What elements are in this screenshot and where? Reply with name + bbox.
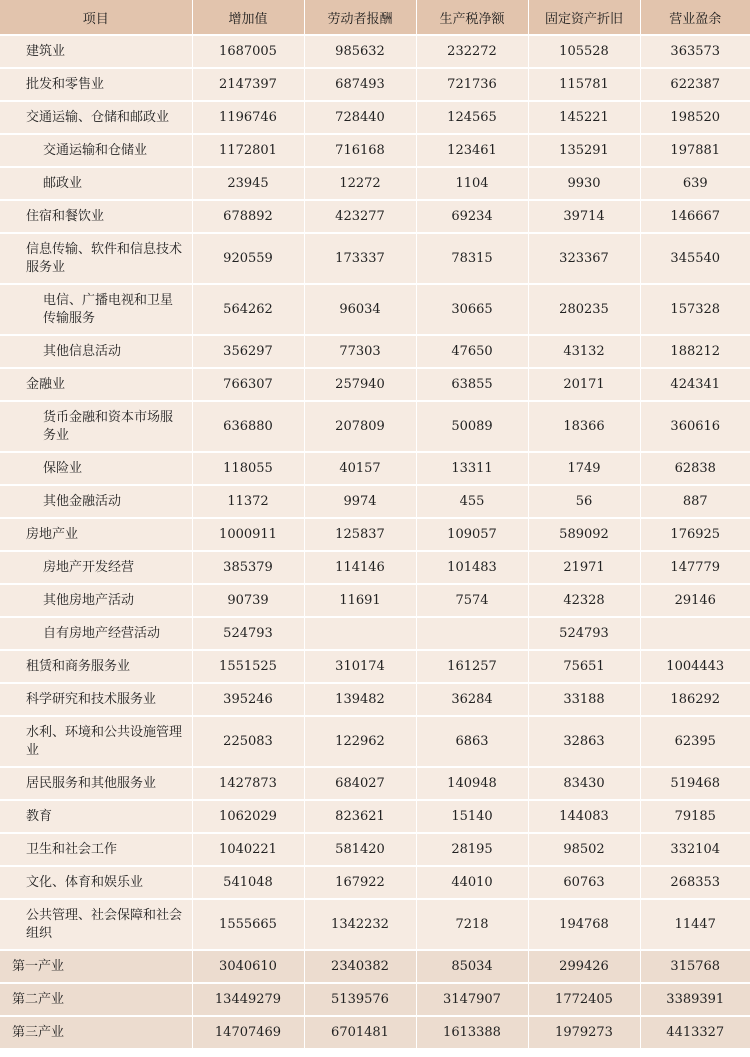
table-row [0,401,750,452]
table-row [0,284,750,335]
table-cell: 299426 [528,950,640,983]
table-cell: 345540 [640,233,750,284]
table-row [0,68,750,101]
table-cell: 1551525 [192,650,304,683]
table-cell: 13449279 [192,983,304,1016]
table-cell: 684027 [304,767,416,800]
table-cell: 198520 [640,101,750,134]
table-cell: 280235 [528,284,640,335]
row-label: 科学研究和技术服务业 [0,683,192,716]
table-cell: 423277 [304,200,416,233]
table-cell: 225083 [192,716,304,767]
table-cell: 11372 [192,485,304,518]
header-value-added: 增加值 [192,0,304,35]
row-label: 自有房地产经营活动 [0,617,192,650]
table-cell: 114146 [304,551,416,584]
table-row [0,950,750,983]
table-cell: 1196746 [192,101,304,134]
row-label: 保险业 [0,452,192,485]
table-cell: 69234 [416,200,528,233]
table-cell: 636880 [192,401,304,452]
table-cell: 581420 [304,833,416,866]
row-label: 公共管理、社会保障和社会组织 [0,899,192,950]
table-cell: 75651 [528,650,640,683]
table-cell: 985632 [304,35,416,68]
table-cell: 62395 [640,716,750,767]
table-cell [640,617,750,650]
row-label: 房地产业 [0,518,192,551]
table-cell: 144083 [528,800,640,833]
table-row [0,452,750,485]
table-cell: 3040610 [192,950,304,983]
table-cell: 6701481 [304,1016,416,1049]
table-cell: 124565 [416,101,528,134]
table-cell: 161257 [416,650,528,683]
table-cell: 207809 [304,401,416,452]
table-cell: 1342232 [304,899,416,950]
table-cell: 3147907 [416,983,528,1016]
table-cell: 4413327 [640,1016,750,1049]
header-net-production-tax: 生产税净额 [416,0,528,35]
row-label: 电信、广播电视和卫星传输服务 [0,284,192,335]
table-cell: 519468 [640,767,750,800]
table-cell: 56 [528,485,640,518]
table-cell: 1000911 [192,518,304,551]
table-cell: 78315 [416,233,528,284]
table-cell: 36284 [416,683,528,716]
table-cell: 1040221 [192,833,304,866]
table-cell: 1427873 [192,767,304,800]
table-cell: 62838 [640,452,750,485]
table-cell: 42328 [528,584,640,617]
row-label: 教育 [0,800,192,833]
table-cell: 118055 [192,452,304,485]
table-row [0,101,750,134]
row-label: 水利、环境和公共设施管理业 [0,716,192,767]
table-row [0,899,750,950]
table-cell: 125837 [304,518,416,551]
table-cell: 524793 [192,617,304,650]
table-cell: 44010 [416,866,528,899]
table-cell: 28195 [416,833,528,866]
table-cell: 122962 [304,716,416,767]
table-cell: 29146 [640,584,750,617]
header-row [0,0,750,35]
table-cell: 385379 [192,551,304,584]
row-label: 交通运输、仓储和邮政业 [0,101,192,134]
table-cell: 98502 [528,833,640,866]
table-cell: 157328 [640,284,750,335]
table-cell: 186292 [640,683,750,716]
table-cell: 1687005 [192,35,304,68]
table-cell: 15140 [416,800,528,833]
table-cell: 197881 [640,134,750,167]
table-cell: 7218 [416,899,528,950]
table-cell: 20171 [528,368,640,401]
header-operating-surplus: 营业盈余 [640,0,750,35]
header-item: 项目 [0,0,192,35]
table-cell: 564262 [192,284,304,335]
table-cell: 1555665 [192,899,304,950]
table-cell: 1004443 [640,650,750,683]
table-cell: 622387 [640,68,750,101]
table-row [0,767,750,800]
table-row [0,485,750,518]
table-row [0,167,750,200]
table-cell: 639 [640,167,750,200]
table-cell: 176925 [640,518,750,551]
table-cell: 145221 [528,101,640,134]
table-cell [304,617,416,650]
table-cell: 23945 [192,167,304,200]
table-cell: 728440 [304,101,416,134]
table-row [0,551,750,584]
header-labor-compensation: 劳动者报酬 [304,0,416,35]
table-cell [416,617,528,650]
row-label: 卫生和社会工作 [0,833,192,866]
table-cell: 332104 [640,833,750,866]
table-cell: 32863 [528,716,640,767]
table-cell: 232272 [416,35,528,68]
table-cell: 766307 [192,368,304,401]
table-cell: 363573 [640,35,750,68]
table-row [0,800,750,833]
table-cell: 135291 [528,134,640,167]
table-row [0,335,750,368]
table-row [0,200,750,233]
table-cell: 7574 [416,584,528,617]
table-cell: 455 [416,485,528,518]
table-row [0,983,750,1016]
table-cell: 323367 [528,233,640,284]
table-cell: 40157 [304,452,416,485]
table-cell: 823621 [304,800,416,833]
row-label: 第二产业 [0,983,192,1016]
table-cell: 1104 [416,167,528,200]
table-cell: 541048 [192,866,304,899]
table-cell: 6863 [416,716,528,767]
header-depreciation: 固定资产折旧 [528,0,640,35]
table-cell: 146667 [640,200,750,233]
table-row [0,650,750,683]
table-row [0,233,750,284]
table-cell: 257940 [304,368,416,401]
table-cell: 2340382 [304,950,416,983]
table-cell: 77303 [304,335,416,368]
table-cell: 50089 [416,401,528,452]
table-cell: 395246 [192,683,304,716]
row-label: 信息传输、软件和信息技术服务业 [0,233,192,284]
table-cell: 356297 [192,335,304,368]
table-cell: 2147397 [192,68,304,101]
table-cell: 721736 [416,68,528,101]
table-row [0,134,750,167]
row-label: 交通运输和仓储业 [0,134,192,167]
table-cell: 887 [640,485,750,518]
table-cell: 33188 [528,683,640,716]
table-cell: 360616 [640,401,750,452]
table-cell: 9974 [304,485,416,518]
row-label: 货币金融和资本市场服务业 [0,401,192,452]
table-row [0,518,750,551]
table-row [0,35,750,68]
table-cell: 147779 [640,551,750,584]
table-cell: 9930 [528,167,640,200]
table-row [0,716,750,767]
table-cell: 11691 [304,584,416,617]
table-cell: 13311 [416,452,528,485]
table-cell: 3389391 [640,983,750,1016]
row-label: 其他信息活动 [0,335,192,368]
table-cell: 12272 [304,167,416,200]
table-cell: 109057 [416,518,528,551]
table-cell: 11447 [640,899,750,950]
table-cell: 424341 [640,368,750,401]
row-label: 第三产业 [0,1016,192,1049]
table-row [0,866,750,899]
table-cell: 101483 [416,551,528,584]
row-label: 金融业 [0,368,192,401]
row-label: 第一产业 [0,950,192,983]
table-cell: 1979273 [528,1016,640,1049]
table-cell: 139482 [304,683,416,716]
row-label: 其他房地产活动 [0,584,192,617]
table-row [0,1016,750,1049]
table-body [0,35,750,1049]
table-row [0,617,750,650]
table-cell: 194768 [528,899,640,950]
row-label: 其他金融活动 [0,485,192,518]
table-cell: 60763 [528,866,640,899]
table-cell: 63855 [416,368,528,401]
table-row [0,833,750,866]
table-cell: 315768 [640,950,750,983]
table-cell: 140948 [416,767,528,800]
table-cell: 524793 [528,617,640,650]
table-cell: 123461 [416,134,528,167]
table-cell: 115781 [528,68,640,101]
table-cell: 167922 [304,866,416,899]
table-cell: 5139576 [304,983,416,1016]
table-cell: 173337 [304,233,416,284]
table-row [0,683,750,716]
table-cell: 1749 [528,452,640,485]
table-cell: 90739 [192,584,304,617]
table-cell: 85034 [416,950,528,983]
row-label: 房地产开发经营 [0,551,192,584]
table-cell: 920559 [192,233,304,284]
table-cell: 21971 [528,551,640,584]
table-cell: 96034 [304,284,416,335]
table-cell: 83430 [528,767,640,800]
table-cell: 39714 [528,200,640,233]
table-cell: 678892 [192,200,304,233]
table-cell: 43132 [528,335,640,368]
table-cell: 310174 [304,650,416,683]
table-cell: 105528 [528,35,640,68]
table-cell: 268353 [640,866,750,899]
row-label: 居民服务和其他服务业 [0,767,192,800]
row-label: 邮政业 [0,167,192,200]
table-cell: 30665 [416,284,528,335]
table-cell: 79185 [640,800,750,833]
table-cell: 716168 [304,134,416,167]
row-label: 住宿和餐饮业 [0,200,192,233]
table-cell: 47650 [416,335,528,368]
table-cell: 1613388 [416,1016,528,1049]
table-row [0,584,750,617]
table-cell: 14707469 [192,1016,304,1049]
table-cell: 18366 [528,401,640,452]
table-cell: 188212 [640,335,750,368]
row-label: 建筑业 [0,35,192,68]
table-row [0,368,750,401]
row-label: 批发和零售业 [0,68,192,101]
table-cell: 1772405 [528,983,640,1016]
table-cell: 1062029 [192,800,304,833]
row-label: 租赁和商务服务业 [0,650,192,683]
table-cell: 1172801 [192,134,304,167]
table-cell: 687493 [304,68,416,101]
row-label: 文化、体育和娱乐业 [0,866,192,899]
table-cell: 589092 [528,518,640,551]
